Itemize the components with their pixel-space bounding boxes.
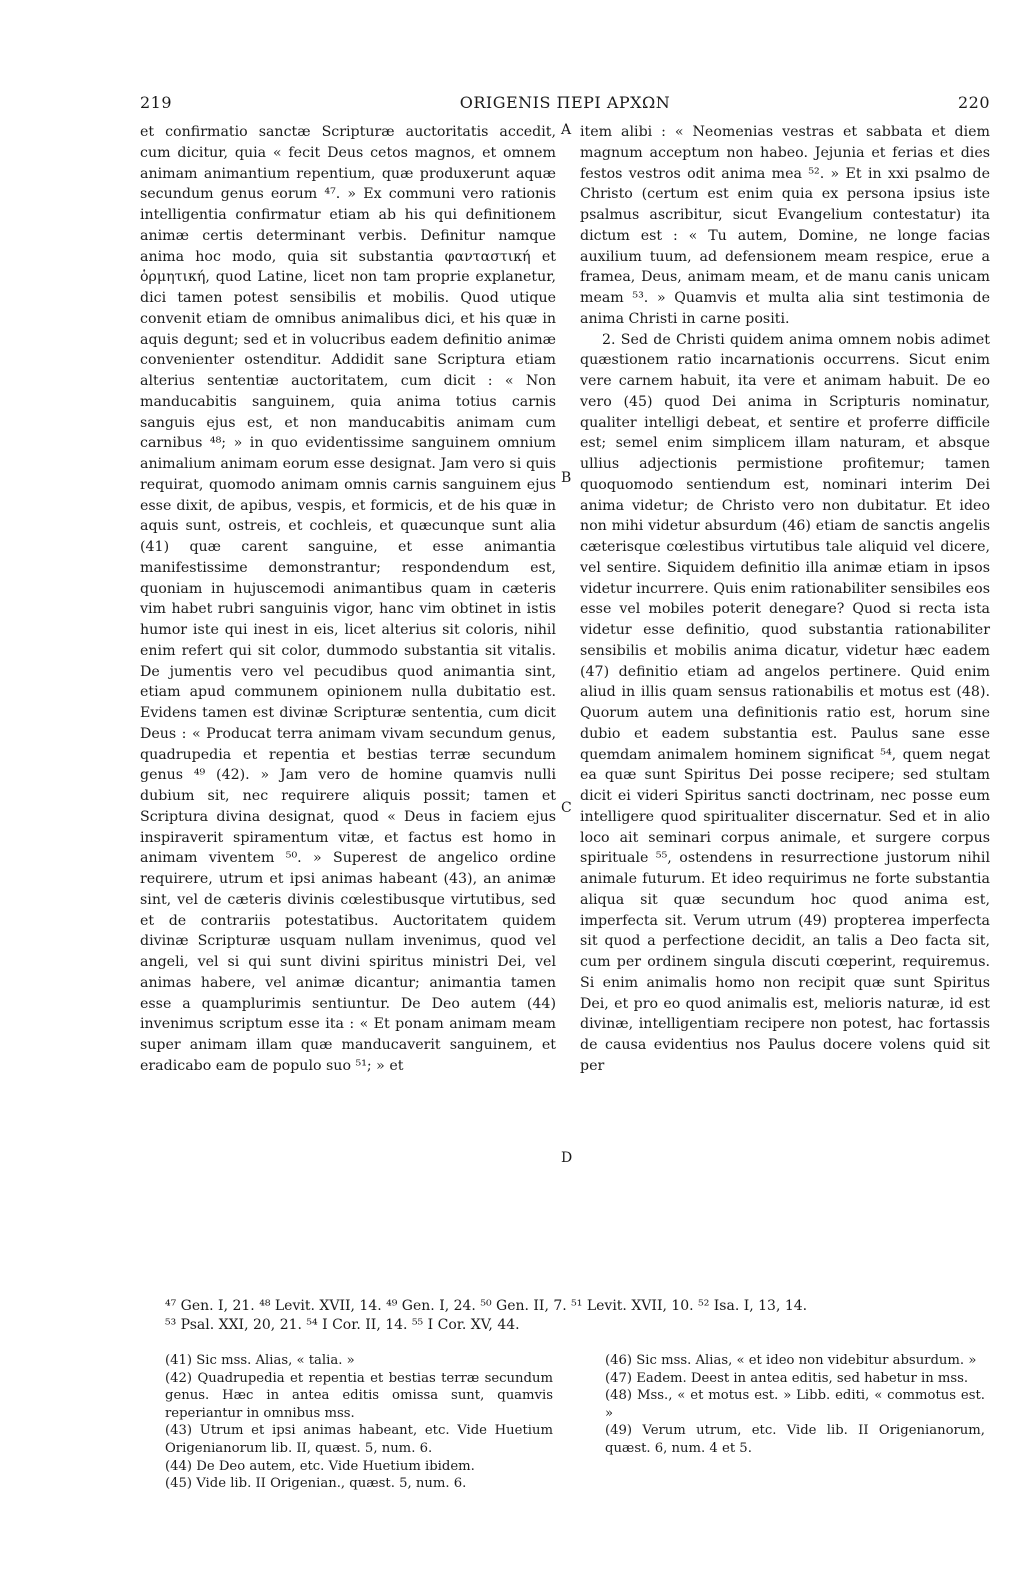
scripture-ref-line: ⁴⁷ Gen. I, 21. ⁴⁸ Levit. XVII, 14. ⁴⁹ Gen. I, 24. ⁵⁰ Gen. II, 7. ⁵¹ Levit. XVII, 10. ⁵² Isa. I, 13, 14.: [165, 1298, 808, 1314]
margin-letter-a: A: [561, 122, 572, 138]
right-paragraph-1: item alibi : « Neomenias vestras et sabbata et diem magnum acceptum non habeo. Jejunia et ferias et dies festos vestros odit anima mea ⁵². » Et in xxi psalmo de Christo (certum est enim quia ex persona ipsius iste psalmus ascribitur, sicut Evangelium contestatur) ita dictum est : « Tu autem, Domine, ne longe facias auxilium tuum, ad defensionem meam respice, erue a framea, Deus, animam meam, et de manu canis unicam meam ⁵³. » Quamvis et multa alia sint testimonia de anima Christi in carne positi.: [580, 124, 990, 327]
footnote: (41) Sic mss. Alias, « talia. »: [165, 1353, 355, 1368]
margin-letter-d: D: [561, 1150, 573, 1166]
footnote: (49) Verum utrum, etc. Vide lib. II Origenianorum, quæst. 6, num. 4 et 5.: [605, 1423, 985, 1456]
margin-letter-c: C: [561, 800, 572, 816]
running-header: [140, 93, 990, 119]
footnote: (48) Mss., « et motus est. » Libb. editi, « commotus est. »: [605, 1388, 985, 1421]
right-text-column: [580, 122, 990, 1077]
margin-letter-b: B: [561, 470, 572, 486]
page-number-left: 219: [140, 93, 173, 112]
scripture-ref-line: ⁵³ Psal. XXI, 20, 21. ⁵⁴ I Cor. II, 14. ⁵⁵ I Cor. XV, 44.: [165, 1317, 520, 1333]
footnote: (47) Eadem. Deest in antea editis, sed habetur in mss.: [605, 1370, 969, 1386]
footnote: (45) Vide lib. II Origenian., quæst. 5, num. 6.: [165, 1476, 467, 1492]
left-text-column: [140, 122, 556, 1077]
page-number-right: 220: [957, 93, 990, 112]
footnote: (42) Quadrupedia et repentia et bestias terræ secundum genus. Hæc in antea editis omissa sunt, quamvis reperiantur in omnibus mss.: [165, 1370, 553, 1421]
footnotes-right: [605, 1352, 985, 1458]
scripture-references: [165, 1297, 995, 1335]
footnote: (46) Sic mss. Alias, « et ideo non videbitur absurdum. »: [605, 1353, 977, 1368]
footnote: (43) Utrum et ipsi animas habeant, etc. Vide Huetium Origenianorum lib. II, quæst. 5, num. 6.: [165, 1423, 553, 1456]
footnote: (44) De Deo autem, etc. Vide Huetium ibidem.: [165, 1458, 475, 1474]
footnotes-left: [165, 1352, 553, 1493]
left-paragraph: et confirmatio sanctæ Scripturæ auctoritatis accedit, cum dicitur, quia « fecit Deus cetos magnos, et omnem animam animantium repentium, quæ produxerunt aquæ secundum genus eorum ⁴⁷. » Ex communi vero rationis intelligentia confirmatur etiam ab his qui definitionem animæ certis determinant verbis. Definitur namque anima hoc modo, quia sit substantia φανταστική et ὁρμητική, quod Latine, licet non tam proprie explanetur, dici tamen potest sensibilis et mobilis. Quod utique convenit etiam de omnibus animalibus dici, et his quæ in aquis degunt; sed et in volucribus eadem definitio animæ convenienter ostenditur. Addidit sane Scriptura etiam alterius sententiæ auctoritatem, cum dicit : « Non manducabitis sanguinem, quia anima totius carnis sanguis ejus est, et non manducabitis animam cum carnibus ⁴⁸; » in quo evidentissime sanguinem omnium animalium animam eorum esse designat. Jam vero si quis requirat, quomodo animam omnis carnis sanguinem ejus esse dixit, de apibus, vespis, et formicis, et de his quæ in aquis sunt, ostreis, et cochleis, et quæcunque sunt alia (41) quæ carent sanguine, et esse animantia manifestissime demonstrantur; respondendum est, quoniam in hujuscemodi animantibus quam in cæteris vim habet rubri sanguinis vigor, hanc vim obtinet in istis humor iste qui inest in eis, licet alterius sit coloris, nihil enim refert qui sit color, dummodo substantia sit vitalis. De jumentis vero vel pecudibus quod animantia sint, etiam apud communem opinionem nulla dubitatio est. Evidens tamen est divinæ Scripturæ sententia, cum dicit Deus : « Producat terra animam vivam secundum genus, quadrupedia et repentia et bestias terræ secundum genus ⁴⁹ (42). » Jam vero de homine quamvis nulli dubium sit, nec requirere aliquis possit; tamen et Scriptura divina designat, quod « Deus in faciem ejus inspiraverit spiramentum vitæ, et factus est homo in animam viventem ⁵⁰. » Superest de angelico ordine requirere, utrum et ipsi animas habeant (43), an animæ sint, vel de cæteris divinis cœlestibusque virtutibus, sed et de contrariis potestatibus. Auctoritatem quidem divinæ Scripturæ usquam nullam invenimus, quod vel angeli, vel si qui sunt divini spiritus ministri Dei, vel animas habere, vel animæ dicantur; animantia tamen esse a quamplurimis sentiuntur. De Deo autem (44) invenimus scriptum esse ita : « Et ponam animam meam super animam illam quæ manducaverit sanguinem, et eradicabo eam de populo suo ⁵¹; » et: [140, 124, 556, 1074]
running-title: ORIGENIS ΠΕΡΙ ΑΡΧΩΝ: [459, 93, 671, 112]
right-paragraph-2: 2. Sed de Christi quidem anima omnem nobis adimet quæstionem ratio incarnationis occurrens. Sicut enim vere carnem habuit, ita vere et animam habuit. De eo vero (45) quod Dei anima in Scripturis nominatur, qualiter intelligi debeat, et sentire et proferre difficile est; semel enim simplicem illam naturam, et absque ullius adjectionis permistione profitemur; tamen quoquomodo sentiendum est, nominari interim Dei anima videtur; de Christo vero non dubitatur. Et ideo non mihi videtur absurdum (46) etiam de sanctis angelis cæterisque cœlestibus virtutibus tale aliquid vel dicere, vel sentire. Siquidem definitio illa animæ etiam in ipsos videtur incurrere. Quis enim rationabiliter sensibiles eos esse vel mobiles poterit denegare? Quod si recta ista videtur esse definitio, quod substantia rationabiliter sensibilis et mobilis anima dicatur, videtur hæc eadem (47) definitio etiam ad angelos pertinere. Quid enim aliud in illis quam sensus rationabilis et motus est (48). Quorum autem una definitionis ratio est, horum sine dubio et eadem substantia est. Paulus sane esse quemdam animalem hominem significat ⁵⁴, quem negat ea quæ sunt Spiritus Dei posse recipere; sed stultam dicit ei videri Spiritus sancti doctrinam, nec posse eum intelligere quod spiritualiter discernatur. Sed et in alio loco ait seminari corpus animale, et surgere corpus spirituale ⁵⁵, ostendens in resurrectione justorum nihil animale futurum. Et ideo requirimus ne forte substantia aliqua sit quæ secundum hoc quod anima est, imperfecta sit. Verum utrum (49) propterea imperfecta sit quod a perfectione decidit, an talis a Deo facta sit, cum per ordinem singula discuti cœperint, requiremus. Si enim animalis homo non recipit quæ sunt Spiritus Dei, et pro eo quod animalis est, melioris naturæ, id est divinæ, intelligentiam recipere non potest, hac fortassis de causa evidentius nos Paulus docere volens quid sit per: [580, 331, 990, 1074]
